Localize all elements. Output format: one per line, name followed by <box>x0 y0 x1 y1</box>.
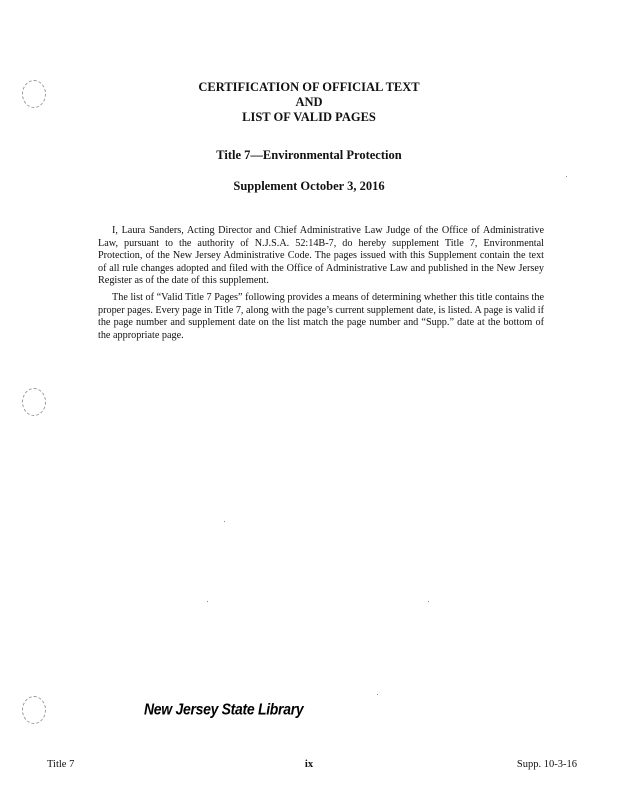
footer-supplement: Supp. 10-3-16 <box>516 759 577 770</box>
certification-paragraph: I, Laura Sanders, Acting Director and Chief Administrative Law Judge of the Office of Administrative Law, pursuant to the authority of N.J.S.A. 52:14B-7, do hereby supplement Title 7, Environmental Protection, of the New Jersey Administrative Code. The pages issued with this Supplement contain the text of all rule changes adopted and filed with the Office of Administrative Law and published in the New Jersey Register as of the date of this supplement. <box>98 225 544 287</box>
scan-speck <box>224 521 225 522</box>
punch-hole <box>22 696 46 724</box>
scan-speck <box>428 601 429 602</box>
library-stamp: New Jersey State Library <box>144 700 304 718</box>
scan-speck <box>566 176 567 177</box>
scan-speck <box>207 601 208 602</box>
title-heading: Title 7—Environmental Protection <box>216 148 402 162</box>
valid-pages-heading: LIST OF VALID PAGES <box>242 110 376 124</box>
supplement-date-heading: Supplement October 3, 2016 <box>233 179 385 193</box>
valid-pages-paragraph: The list of “Valid Title 7 Pages” following provides a means of determining whether this title contains the proper pages. Every page in Title 7, along with the page’s current supplement date, is listed. A page is valid if the page number and supplement date on the list match the page number and “Supp.” date at the bottom of the appropriate page. <box>98 292 544 341</box>
punch-hole <box>22 388 46 416</box>
scan-speck <box>377 694 378 695</box>
certification-heading: CERTIFICATION OF OFFICIAL TEXT <box>198 80 420 94</box>
footer-title: Title 7 <box>47 759 75 770</box>
heading-and: AND <box>295 95 323 109</box>
footer-page-number: ix <box>304 759 314 770</box>
